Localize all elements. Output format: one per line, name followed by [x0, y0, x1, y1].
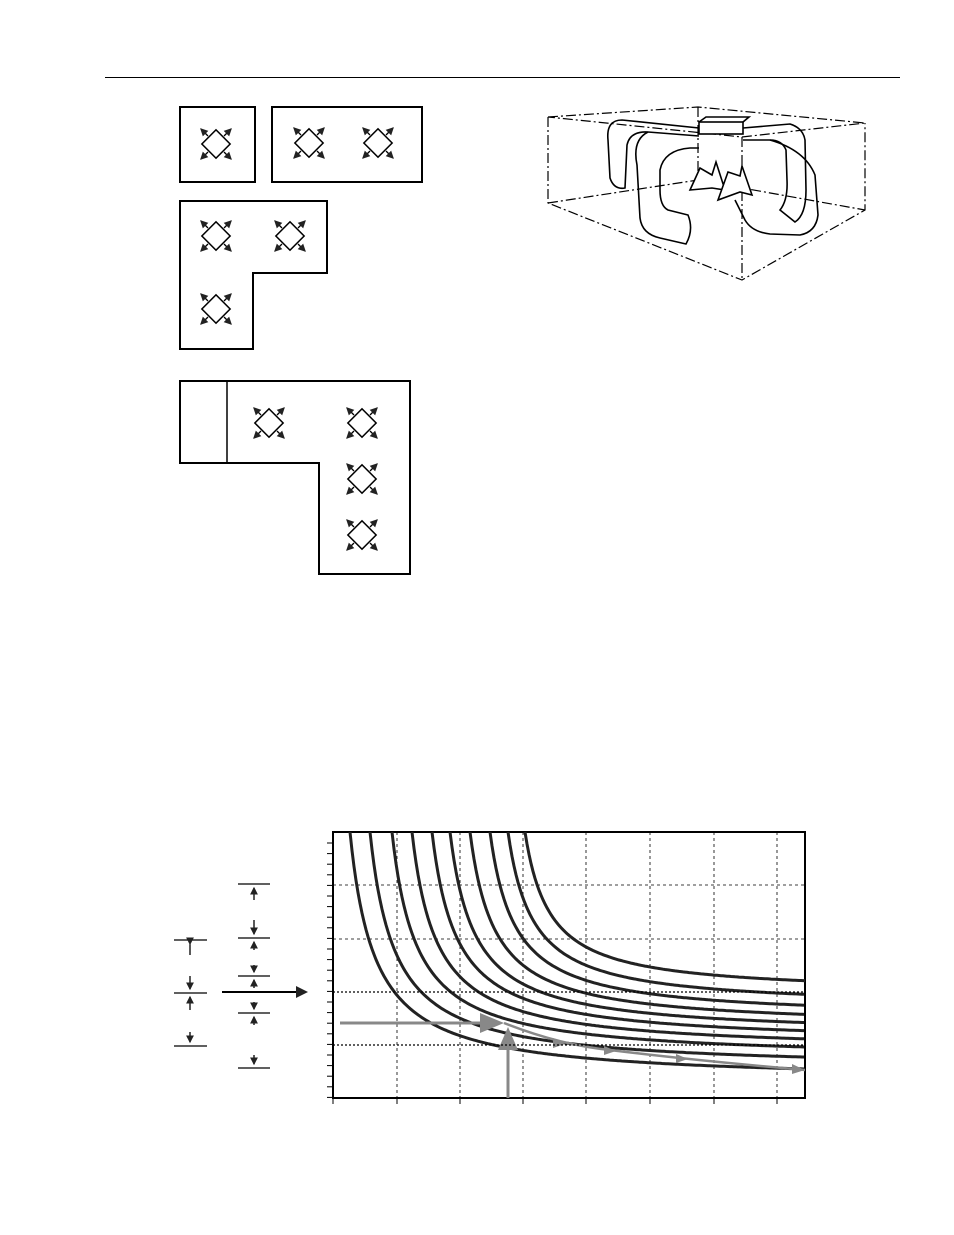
four-way-diffuser-icon	[363, 128, 393, 158]
room-layouts	[180, 107, 422, 574]
throw-chart	[327, 832, 805, 1104]
diffusers	[201, 128, 393, 550]
four-way-diffuser-icon	[254, 408, 284, 438]
chart-curves	[350, 832, 805, 1069]
throw-curve	[525, 832, 805, 981]
four-way-diffuser-icon	[347, 408, 377, 438]
chart-frame	[333, 832, 805, 1098]
airflow-3d	[548, 107, 865, 280]
airflow-pattern-icon	[608, 117, 818, 244]
four-way-diffuser-icon	[201, 294, 231, 324]
four-way-diffuser-icon	[294, 128, 324, 158]
arrowhead-icon	[676, 1054, 688, 1063]
throw-curve	[450, 832, 804, 1023]
four-way-diffuser-icon	[201, 129, 231, 159]
chart-grid	[333, 832, 805, 1098]
four-way-diffuser-icon	[275, 221, 305, 251]
four-way-diffuser-icon	[201, 221, 231, 251]
four-way-diffuser-icon	[347, 464, 377, 494]
throw-curve	[508, 832, 804, 994]
double-room-outline	[272, 107, 422, 182]
throw-curve	[470, 832, 804, 1014]
four-way-diffuser-icon	[347, 520, 377, 550]
l-room-outline	[180, 201, 327, 349]
dimension-indicators	[174, 884, 306, 1068]
